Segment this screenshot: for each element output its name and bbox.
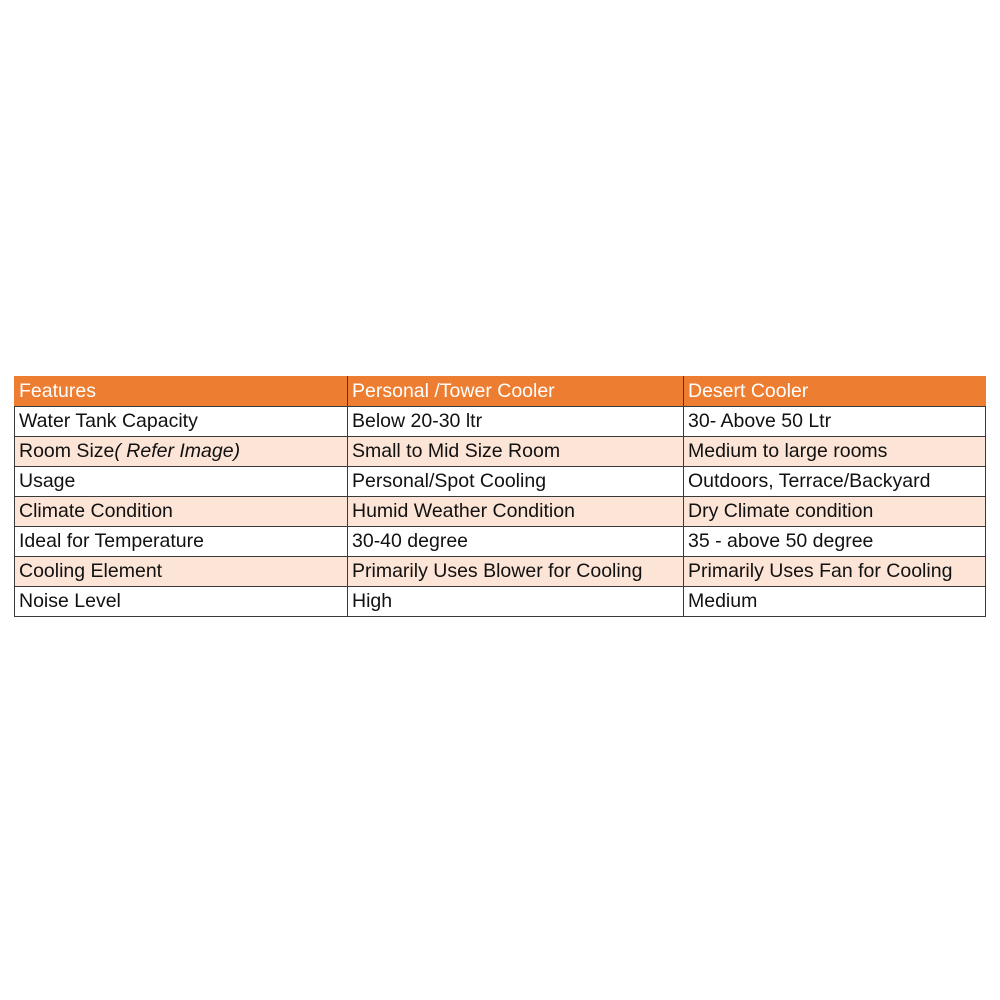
row-feature-cell <box>15 437 348 467</box>
row-desert-cell: 35 - above 50 degree <box>684 527 986 557</box>
row-desert-cell: Medium to large rooms <box>684 437 986 467</box>
comparison-sheet <box>14 376 985 617</box>
row-desert-cell: Medium <box>684 587 986 617</box>
table-row <box>15 497 986 527</box>
feature-note: ( Refer Image) <box>114 440 241 462</box>
table-row <box>15 587 986 617</box>
feature-label: Room Size <box>19 440 115 462</box>
row-feature-cell: Usage <box>15 467 348 497</box>
row-feature-cell: Cooling Element <box>15 557 348 587</box>
row-personal-cell: Primarily Uses Blower for Cooling <box>348 557 684 587</box>
table-row <box>15 437 986 467</box>
row-personal-cell: Below 20-30 ltr <box>348 407 684 437</box>
table-header-row <box>15 377 986 407</box>
header-desert-cooler: Desert Cooler <box>684 377 986 407</box>
header-personal-tower-cooler: Personal /Tower Cooler <box>348 377 684 407</box>
table-row <box>15 557 986 587</box>
row-personal-cell: Humid Weather Condition <box>348 497 684 527</box>
cooler-comparison-table <box>14 376 986 617</box>
row-feature-cell: Ideal for Temperature <box>15 527 348 557</box>
header-features: Features <box>15 377 348 407</box>
table-row <box>15 407 986 437</box>
table-row <box>15 527 986 557</box>
row-personal-cell: Personal/Spot Cooling <box>348 467 684 497</box>
row-feature-cell: Climate Condition <box>15 497 348 527</box>
row-personal-cell: High <box>348 587 684 617</box>
table-row <box>15 467 986 497</box>
row-desert-cell: Dry Climate condition <box>684 497 986 527</box>
row-personal-cell: 30-40 degree <box>348 527 684 557</box>
row-feature-cell: Noise Level <box>15 587 348 617</box>
row-desert-cell: Primarily Uses Fan for Cooling <box>684 557 986 587</box>
row-personal-cell: Small to Mid Size Room <box>348 437 684 467</box>
row-feature-cell: Water Tank Capacity <box>15 407 348 437</box>
row-desert-cell: 30- Above 50 Ltr <box>684 407 986 437</box>
row-desert-cell: Outdoors, Terrace/Backyard <box>684 467 986 497</box>
